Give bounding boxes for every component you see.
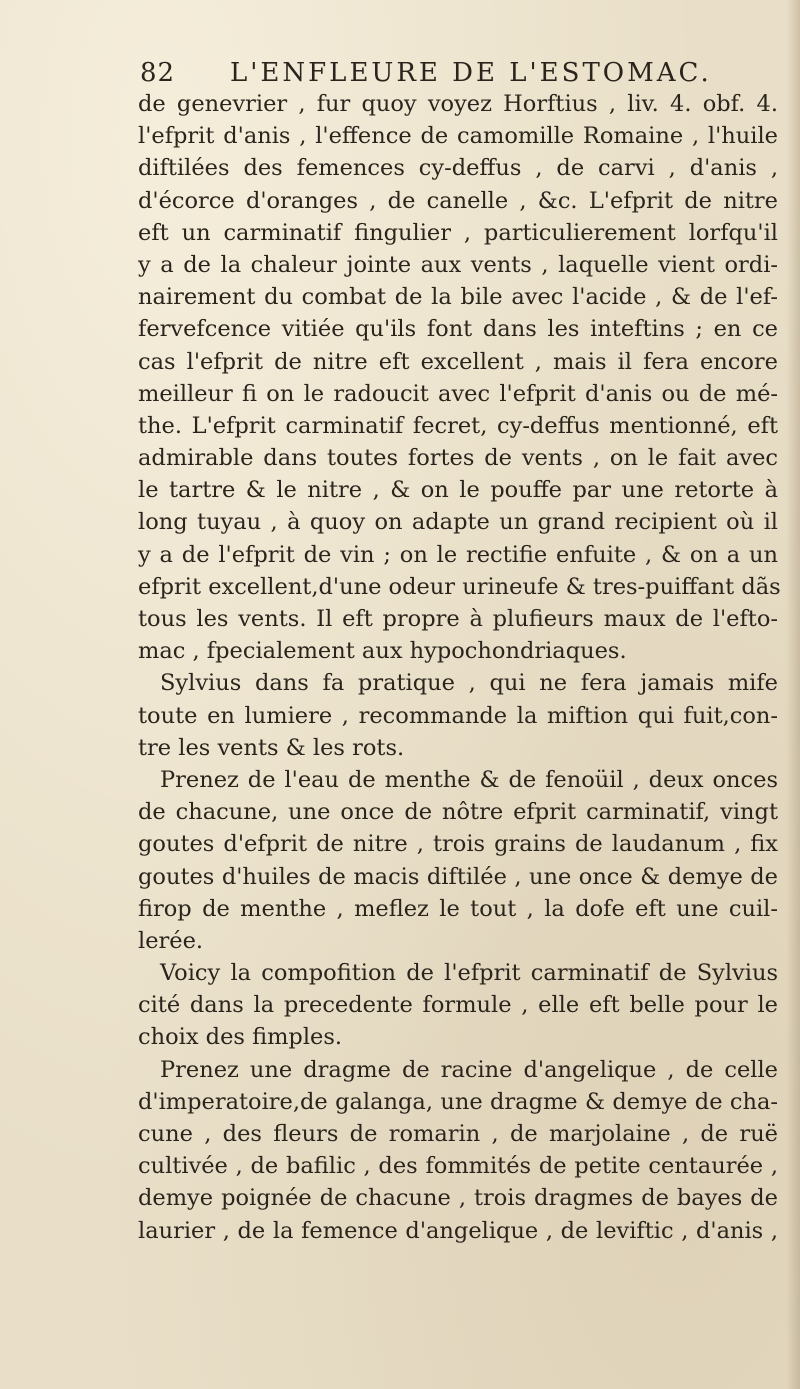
text-line: diftilées des femences cy-deffus , de carvi , d'anis , [138,155,778,182]
text-line: meilleur fi on le radoucit avec l'efprit d'anis ou de mé- [138,380,778,407]
text-line: demye poignée de chacune , trois dragmes de bayes de [138,1185,778,1212]
text-line: nairement du combat de la bile avec l'acide , & de l'ef- [138,284,778,311]
text-line: tre les vents & les rots. [138,734,405,761]
text-line: y a de la chaleur jointe aux vents , laquelle vient ordi- [138,251,778,278]
text-line: de genevrier , fur quoy voyez Horftius , liv. 4. obf. 4. [138,91,778,117]
text-line: Prenez une dragme de racine d'angelique , de celle [160,1056,778,1083]
body-text [138,88,781,1247]
text-line: le tartre & le nitre , & on le pouffe par une retorte à [138,477,778,504]
text-line: cité dans la precedente formule , elle eft belle pour le [138,992,778,1019]
running-title: L'ENFLEURE DE L'ESTOMAC. [230,58,712,88]
page-number: 82 [140,58,176,88]
page-edge-shadow [786,0,800,1389]
text-line: admirable dans toutes fortes de vents , on le fait avec [138,445,778,472]
text-line: d'imperatoire,de galanga, une dragme & demye de cha- [138,1088,778,1115]
text-line: Prenez de l'eau de menthe & de fenoüil , deux onces [160,766,778,793]
text-line: eft un carminatif fingulier , particulierement lorfqu'il [138,219,778,246]
text-line: fervefcence vitiée qu'ils font dans les inteftins ; en ce [138,316,778,343]
text-line: l'efprit d'anis , l'effence de camomille Romaine , l'huile [138,123,778,150]
text-line: toute en lumiere , recommande la miftion qui fuit,con- [138,702,778,729]
text-line: mac , fpecialement aux hypochondriaques. [138,638,627,665]
text-line: lerée. [138,927,204,954]
text-line: Sylvius dans fa pratique , qui ne fera jamais mife [160,670,778,697]
text-line: laurier , de la femence d'angelique , de leviftic , d'anis , [138,1217,778,1244]
text-line: d'écorce d'oranges , de canelle , &c. L'efprit de nitre [138,187,778,214]
text-line: the. L'efprit carminatif fecret, cy-deffus mentionné, eft [138,412,778,439]
text-line: goutes d'efprit de nitre , trois grains de laudanum , fix [138,831,778,858]
text-line: y a de l'efprit de vin ; on le rectifie enfuite , & on a un [138,541,778,568]
text-line: long tuyau , à quoy on adapte un grand recipient où il [138,509,778,536]
text-line: de chacune, une once de nôtre efprit carminatif, vingt [138,799,778,826]
text-line: tous les vents. Il eft propre à plufieurs maux de l'efto- [138,606,778,632]
text-line: cune , des fleurs de romarin , de marjolaine , de ruë [138,1121,778,1147]
text-line: cas l'efprit de nitre eft excellent , mais il fera encore [138,348,778,375]
text-line: cultivée , de bafilic , des fommités de petite centaurée , [138,1153,778,1180]
text-line: Voicy la compofition de l'efprit carminatif de Sylvius [160,960,778,987]
text-line: efprit excellent,d'une odeur urineufe & tres-puiffant dãs [138,573,781,600]
text-line: choix des fimples. [138,1024,343,1051]
text-line: goutes d'huiles de macis diftilée , une once & demye de [138,863,778,890]
text-line: firop de menthe , meflez le tout , la dofe eft une cuil- [138,895,778,922]
